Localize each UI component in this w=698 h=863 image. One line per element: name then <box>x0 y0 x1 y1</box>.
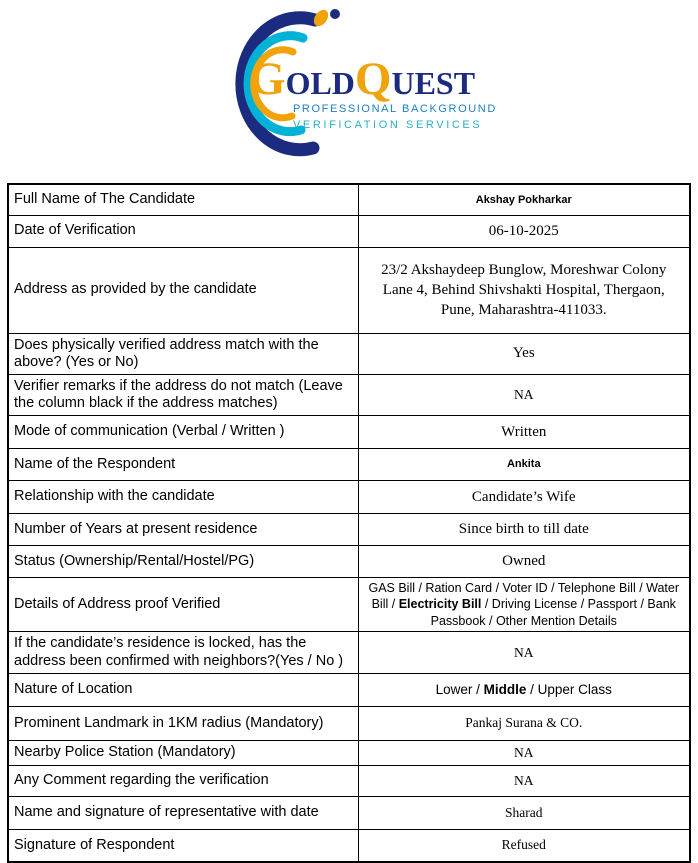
table-row <box>8 415 690 448</box>
table-row <box>8 333 690 374</box>
logo-letters-uest: UEST <box>391 65 476 101</box>
table-row <box>8 673 690 706</box>
value-bold-text: Middle <box>483 682 527 698</box>
row-label: Name of the Respondent <box>8 448 358 480</box>
row-value: Sharad <box>358 796 690 829</box>
row-label: Name and signature of representative with date <box>8 796 358 829</box>
row-value: Candidate’s Wife <box>358 480 690 513</box>
logo-wordmark <box>249 53 475 105</box>
table-row <box>8 513 690 545</box>
row-label: If the candidate’s residence is locked, has the address been confirmed with neighbors?(Yes / No ) <box>8 632 358 673</box>
value-text: Lower / <box>435 682 484 698</box>
value-text: GAS Bill / Ration Card / Voter ID / Telephone Bill / Water Bill / <box>368 580 680 612</box>
row-value: 23/2 Akshaydeep Bunglow, Moreshwar Colony Lane 4, Behind Shivshakti Hospital, Thergaon, Pune, Maharashtra-411033. <box>358 247 690 333</box>
row-label: Details of Address proof Verified <box>8 577 358 632</box>
verification-table <box>7 183 691 863</box>
row-label: Full Name of The Candidate <box>8 184 358 215</box>
row-label: Address as provided by the candidate <box>8 247 358 333</box>
logo-letters-old: OLD <box>285 65 355 101</box>
table-row <box>8 796 690 829</box>
row-label: Signature of Respondent <box>8 829 358 862</box>
logo-tagline-1: PROFESSIONAL BACKGROUND <box>293 103 497 115</box>
row-label: Does physically verified address match with the above? (Yes or No) <box>8 333 358 374</box>
row-label: Relationship with the candidate <box>8 480 358 513</box>
row-label: Prominent Landmark in 1KM radius (Mandatory) <box>8 706 358 740</box>
row-value: Owned <box>358 545 690 577</box>
row-value: Refused <box>358 829 690 862</box>
table-row <box>8 545 690 577</box>
goldquest-logo <box>193 6 505 171</box>
table-row <box>8 448 690 480</box>
table-row <box>8 706 690 740</box>
row-value: NA <box>358 374 690 415</box>
table-row <box>8 740 690 765</box>
row-value: NA <box>358 740 690 765</box>
table-row <box>8 374 690 415</box>
row-value: 06-10-2025 <box>358 215 690 247</box>
row-value: Yes <box>358 333 690 374</box>
row-value: Akshay Pokharkar <box>358 184 690 215</box>
table-row <box>8 632 690 673</box>
row-label: Nearby Police Station (Mandatory) <box>8 740 358 765</box>
logo-navy-dot-icon <box>330 9 340 19</box>
table-row <box>8 215 690 247</box>
row-label: Number of Years at present residence <box>8 513 358 545</box>
logo-tagline-2: VERIFICATION SERVICES <box>293 119 483 131</box>
table-row <box>8 765 690 796</box>
row-label: Any Comment regarding the verification <box>8 765 358 796</box>
row-value: NA <box>358 765 690 796</box>
row-label: Date of Verification <box>8 215 358 247</box>
row-label: Nature of Location <box>8 673 358 706</box>
row-value <box>358 673 690 706</box>
table-row <box>8 480 690 513</box>
table-row <box>8 247 690 333</box>
value-text: / Upper Class <box>526 682 612 698</box>
value-text: / Driving License / Passport / Bank Passbook / Other Mention Details <box>430 597 676 628</box>
row-value: Written <box>358 415 690 448</box>
logo-letter-g: G <box>249 53 286 105</box>
goldquest-logo-graphic <box>193 6 505 166</box>
logo-letter-q: Q <box>354 53 392 105</box>
row-value <box>358 577 690 632</box>
row-label: Status (Ownership/Rental/Hostel/PG) <box>8 545 358 577</box>
table-row <box>8 184 690 215</box>
value-bold-text: Electricity Bill <box>398 597 482 612</box>
row-value: NA <box>358 632 690 673</box>
row-value: Pankaj Surana & CO. <box>358 706 690 740</box>
row-label: Mode of communication (Verbal / Written ) <box>8 415 358 448</box>
row-value: Since birth to till date <box>358 513 690 545</box>
table-row <box>8 577 690 632</box>
row-label: Verifier remarks if the address do not match (Leave the column black if the address matches) <box>8 374 358 415</box>
row-value: Ankita <box>358 448 690 480</box>
table-row <box>8 829 690 862</box>
